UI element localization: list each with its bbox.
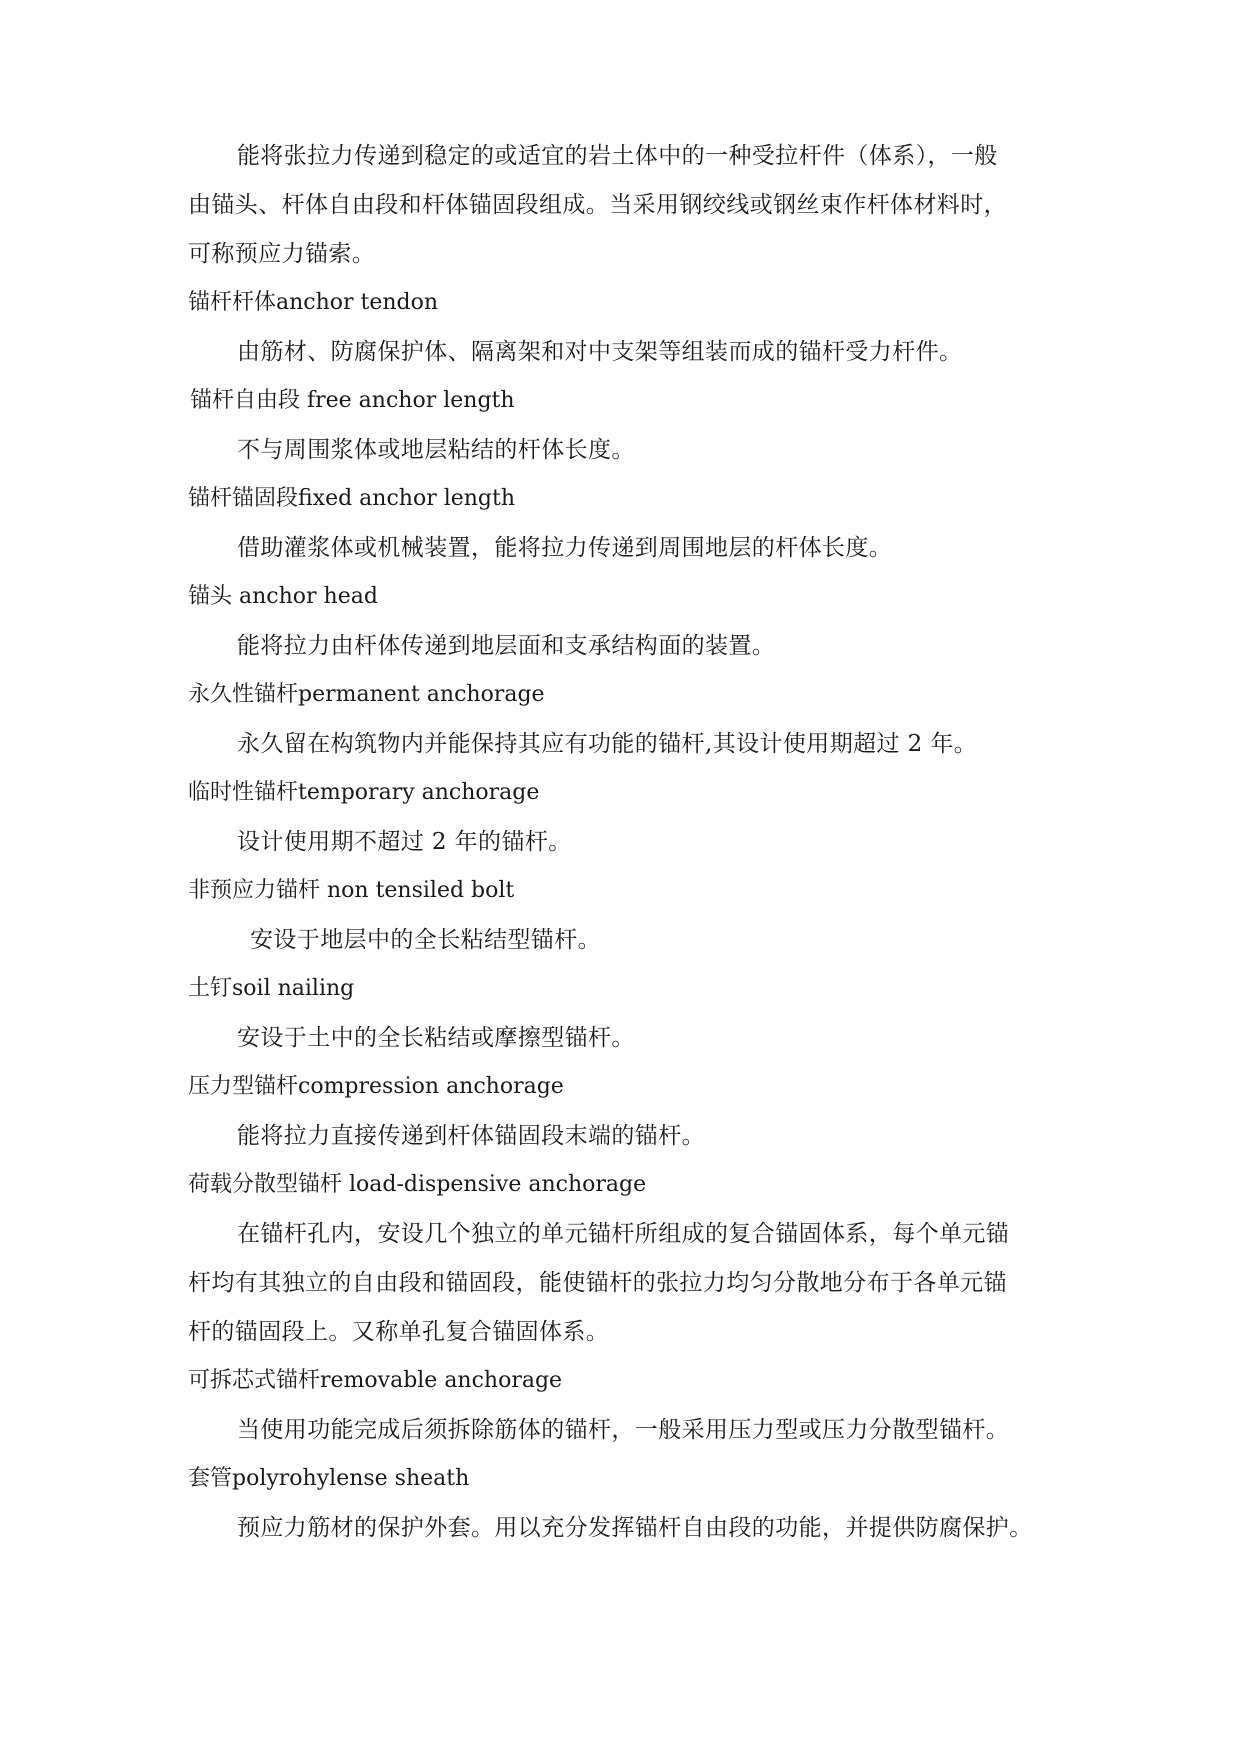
term-definition-soil-nailing: 安设于土中的全长粘结或摩擦型锚杆。 — [237, 1025, 635, 1051]
term-heading-soil-nailing: 土钉soil nailing — [188, 976, 355, 1001]
intro-line-2: 由锚头、杆体自由段和杆体锚固段组成。当采用钢绞线或钢丝束作杆体材料时， — [188, 192, 1007, 218]
term-heading-removable-anchorage: 可拆芯式锚杆removable anchorage — [188, 1368, 563, 1393]
term-heading-polyrohylense-sheath: 套管polyrohylense sheath — [188, 1466, 470, 1491]
term-definition-anchor-tendon: 由筋材、防腐保护体、隔离架和对中支架等组装而成的锚杆受力杆件。 — [237, 339, 963, 365]
term-definition-removable-anchorage: 当使用功能完成后须拆除筋体的锚杆，一般采用压力型或压力分散型锚杆。 — [237, 1417, 1010, 1443]
term-definition-load-dispensive-line-1: 在锚杆孔内，安设几个独立的单元锚杆所组成的复合锚固体系，每个单元锚 — [237, 1221, 1010, 1247]
term-definition-fixed-anchor-length: 借助灌浆体或机械装置，能将拉力传递到周围地层的杆体长度。 — [237, 535, 893, 561]
term-definition-compression-anchorage: 能将拉力直接传递到杆体锚固段末端的锚杆。 — [237, 1123, 705, 1149]
intro-line-3: 可称预应力锚索。 — [188, 241, 376, 267]
term-heading-anchor-tendon: 锚杆杆体anchor tendon — [188, 290, 439, 315]
term-definition-permanent-anchorage: 永久留在构筑物内并能保持其应有功能的锚杆,其设计使用期超过 2 年。 — [237, 731, 978, 757]
term-definition-anchor-head: 能将拉力由杆体传递到地层面和支承结构面的装置。 — [237, 633, 776, 659]
term-heading-permanent-anchorage: 永久性锚杆permanent anchorage — [188, 682, 545, 707]
term-definition-polyrohylense-sheath: 预应力筋材的保护外套。用以充分发挥锚杆自由段的功能，并提供防腐保护。 — [237, 1515, 1033, 1541]
term-heading-compression-anchorage: 压力型锚杆compression anchorage — [188, 1074, 564, 1099]
term-heading-non-tensiled-bolt: 非预应力锚杆 non tensiled bolt — [188, 878, 515, 903]
term-heading-temporary-anchorage: 临时性锚杆temporary anchorage — [188, 780, 540, 805]
term-heading-anchor-head: 锚头 anchor head — [188, 584, 378, 609]
term-definition-load-dispensive-line-3: 杆的锚固段上。又称单孔复合锚固体系。 — [188, 1319, 610, 1345]
term-definition-free-anchor-length: 不与周围浆体或地层粘结的杆体长度。 — [237, 437, 635, 463]
term-heading-fixed-anchor-length: 锚杆锚固段fixed anchor length — [188, 486, 516, 511]
term-definition-load-dispensive-line-2: 杆均有其独立的自由段和锚固段，能使锚杆的张拉力均匀分散地分布于各单元锚 — [188, 1270, 1007, 1296]
intro-line-1: 能将张拉力传递到稳定的或适宜的岩土体中的一种受拉杆件（体系），一般 — [237, 143, 998, 169]
term-heading-load-dispensive-anchorage: 荷载分散型锚杆 load-dispensive anchorage — [188, 1172, 647, 1197]
term-definition-non-tensiled-bolt: 安设于地层中的全长粘结型锚杆。 — [250, 927, 601, 953]
term-definition-temporary-anchorage: 设计使用期不超过 2 年的锚杆。 — [237, 829, 572, 855]
term-heading-free-anchor-length: 锚杆自由段 free anchor length — [190, 388, 515, 413]
